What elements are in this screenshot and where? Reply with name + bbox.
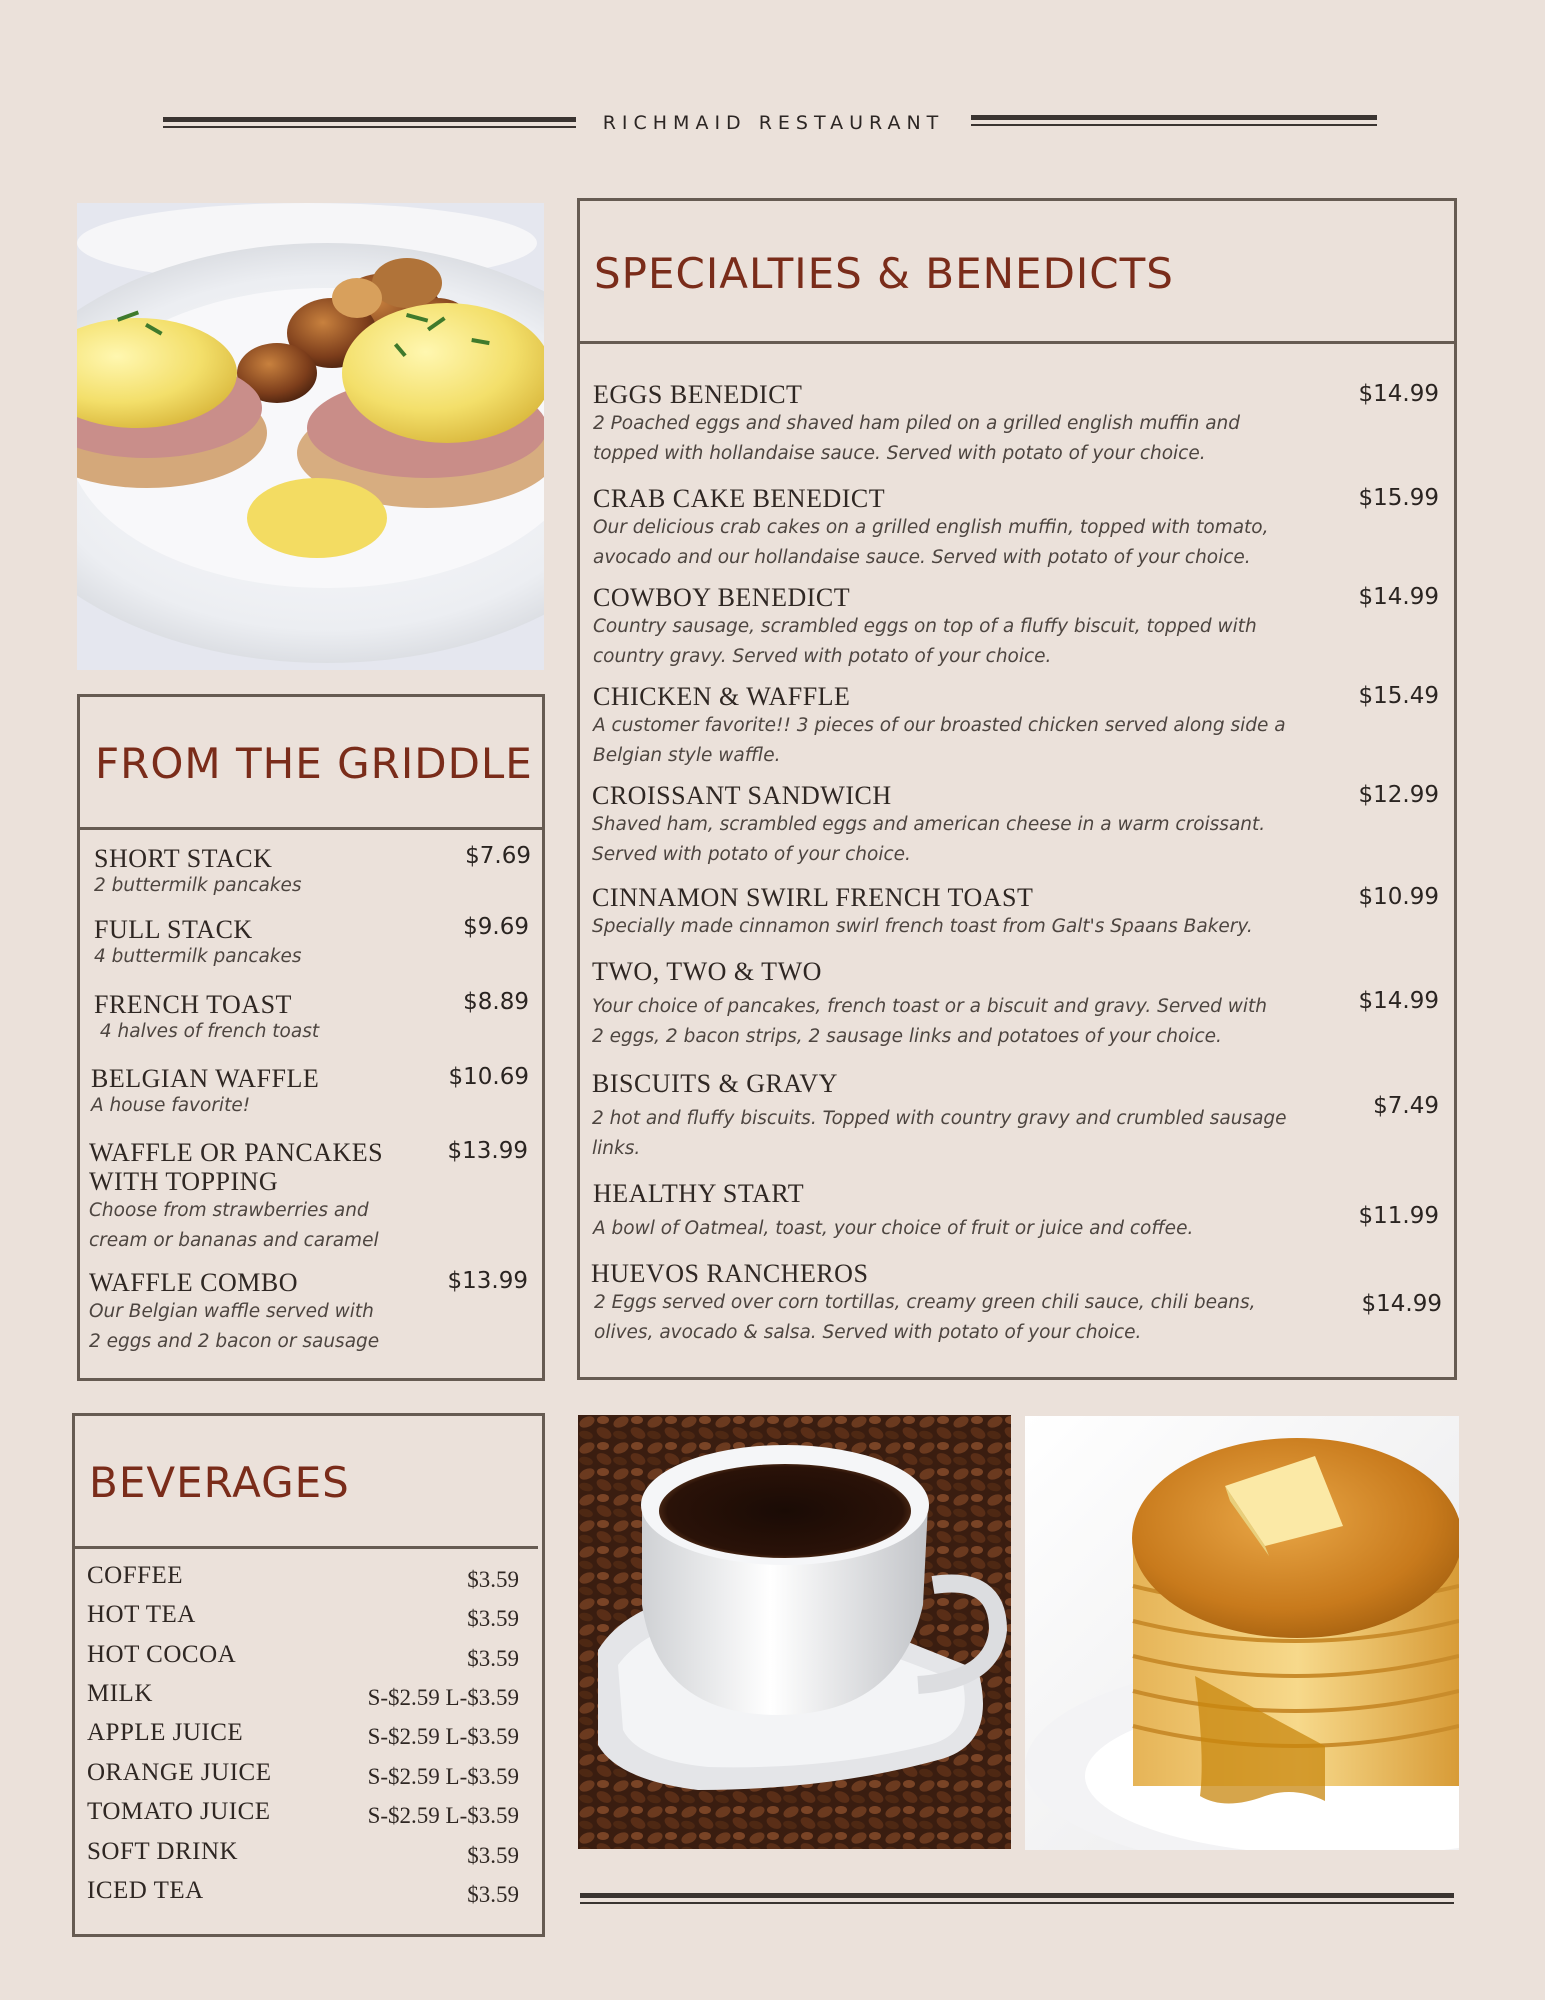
item-desc: 4 halves of french toast <box>94 1021 320 1042</box>
section-divider <box>80 827 542 830</box>
beverage-row <box>87 1759 519 1797</box>
beverage-name: ORANGE JUICE <box>87 1759 272 1786</box>
pancake-stack-photo <box>1025 1416 1459 1850</box>
item-name: EGGS BENEDICT <box>593 380 803 409</box>
item-desc: Specially made cinnamon swirl french toast from Galt's Spaans Bakery. <box>592 916 1253 937</box>
beverage-name: HOT COCOA <box>87 1641 237 1668</box>
item-desc: 2 hot and fluffy biscuits. Topped with country gravy and crumbled sausage <box>592 1108 1287 1129</box>
item-name: FULL STACK <box>94 915 253 944</box>
section-divider <box>75 1546 538 1549</box>
specialties-title: SPECIALTIES & BENEDICTS <box>594 249 1174 298</box>
item-desc: A bowl of Oatmeal, toast, your choice of fruit or juice and coffee. <box>593 1218 1194 1239</box>
beverage-name: TOMATO JUICE <box>87 1798 271 1825</box>
item-name: SHORT STACK <box>94 844 273 873</box>
beverage-name: COFFEE <box>87 1562 184 1589</box>
beverage-price: S-$2.59 L-$3.59 <box>367 1803 519 1828</box>
menu-item <box>89 1268 379 1357</box>
beverage-row <box>87 1719 519 1757</box>
item-price: $7.49 <box>1373 1093 1439 1119</box>
item-name: CHICKEN & WAFFLE <box>593 682 851 711</box>
beverage-price: $3.59 <box>467 1843 519 1868</box>
item-name: HUEVOS RANCHEROS <box>591 1259 869 1288</box>
item-name: WAFFLE COMBO <box>89 1268 298 1297</box>
header-rule-left <box>163 117 576 128</box>
beverage-price: S-$2.59 L-$3.59 <box>367 1724 519 1749</box>
beverage-price: S-$2.59 L-$3.59 <box>367 1764 519 1789</box>
beverage-row <box>87 1641 519 1679</box>
menu-item <box>89 1138 383 1256</box>
beverage-row <box>87 1601 519 1639</box>
item-desc: 2 buttermilk pancakes <box>94 875 302 896</box>
item-price: $14.99 <box>1358 381 1439 407</box>
item-desc: Choose from strawberries and <box>89 1200 369 1221</box>
menu-item <box>592 883 1253 942</box>
item-name: BELGIAN WAFFLE <box>91 1064 320 1093</box>
item-price: $8.89 <box>463 989 529 1015</box>
item-desc: cream or bananas and caramel <box>89 1230 379 1251</box>
restaurant-name: RICHMAID RESTAURANT <box>602 112 945 134</box>
item-desc: country gravy. Served with potato of your choice. <box>593 646 1052 667</box>
menu-item <box>94 915 302 970</box>
item-name: CRAB CAKE BENEDICT <box>593 484 886 513</box>
beverages-title: BEVERAGES <box>89 1458 350 1507</box>
item-name: COWBOY BENEDICT <box>593 583 851 612</box>
specialties-section <box>577 198 1457 1380</box>
menu-item <box>94 844 302 899</box>
item-desc: A customer favorite!! 3 pieces of our broasted chicken served along side a <box>593 715 1286 736</box>
menu-item <box>593 682 1286 771</box>
menu-item <box>591 1259 1256 1348</box>
beverage-price: $3.59 <box>467 1567 519 1592</box>
item-price: $10.69 <box>448 1064 529 1090</box>
beverage-row <box>87 1877 519 1915</box>
item-desc: Our Belgian waffle served with <box>89 1301 374 1322</box>
item-price: $14.99 <box>1358 584 1439 610</box>
menu-item <box>592 957 1267 1052</box>
item-price: $9.69 <box>463 914 529 940</box>
menu-item <box>593 484 1269 573</box>
menu-item <box>593 380 1240 469</box>
item-desc: 4 buttermilk pancakes <box>94 946 302 967</box>
item-price: $7.69 <box>465 843 531 869</box>
item-price: $15.49 <box>1358 683 1439 709</box>
item-desc: Your choice of pancakes, french toast or a biscuit and gravy. Served with <box>592 996 1268 1017</box>
beverage-price: $3.59 <box>467 1882 519 1907</box>
item-desc: topped with hollandaise sauce. Served with potato of your choice. <box>593 443 1206 464</box>
section-divider <box>580 341 1454 344</box>
item-name: WAFFLE OR PANCAKES <box>89 1138 384 1167</box>
beverage-name: SOFT DRINK <box>87 1838 239 1865</box>
item-name: FRENCH TOAST <box>94 990 292 1019</box>
item-name: TWO, TWO & TWO <box>592 957 822 986</box>
beverage-row <box>87 1798 519 1836</box>
item-price: $12.99 <box>1358 782 1439 808</box>
item-desc: Served with potato of your choice. <box>592 844 911 865</box>
beverage-price: $3.59 <box>467 1646 519 1671</box>
menu-item <box>593 1179 1193 1244</box>
item-name: CINNAMON SWIRL FRENCH TOAST <box>592 883 1034 912</box>
item-desc: Country sausage, scrambled eggs on top of a fluffy biscuit, topped with <box>593 616 1257 637</box>
coffee-cup-photo <box>578 1415 1011 1849</box>
griddle-section <box>77 694 545 1381</box>
menu-item <box>593 583 1257 672</box>
item-desc: 2 eggs, 2 bacon strips, 2 sausage links and potatoes of your choice. <box>592 1026 1222 1047</box>
beverage-row <box>87 1680 519 1718</box>
beverage-price: S-$2.59 L-$3.59 <box>367 1685 519 1710</box>
item-price: $10.99 <box>1358 884 1439 910</box>
item-price: $15.99 <box>1358 485 1439 511</box>
item-desc: 2 Eggs served over corn tortillas, creamy green chili sauce, chili beans, <box>594 1292 1256 1313</box>
item-price: $14.99 <box>1358 988 1439 1014</box>
item-desc: olives, avocado & salsa. Served with potato of your choice. <box>594 1322 1142 1343</box>
item-desc: links. <box>592 1138 641 1159</box>
item-price: $13.99 <box>447 1138 528 1164</box>
item-desc: avocado and our hollandaise sauce. Served with potato of your choice. <box>593 547 1251 568</box>
item-name: BISCUITS & GRAVY <box>592 1069 838 1098</box>
beverage-price: $3.59 <box>467 1606 519 1631</box>
beverage-name: APPLE JUICE <box>87 1719 244 1746</box>
item-name: WITH TOPPING <box>89 1167 279 1196</box>
item-price: $13.99 <box>447 1268 528 1294</box>
griddle-title: FROM THE GRIDDLE <box>95 739 533 788</box>
menu-item <box>94 990 319 1045</box>
item-name: HEALTHY START <box>593 1179 805 1208</box>
eggs-benedict-photo <box>77 203 544 670</box>
item-desc: Belgian style waffle. <box>593 745 781 766</box>
item-name: CROISSANT SANDWICH <box>592 781 892 810</box>
menu-item <box>592 781 1265 870</box>
item-price: $14.99 <box>1361 1291 1442 1317</box>
item-desc: 2 Poached eggs and shaved ham piled on a grilled english muffin and <box>593 413 1241 434</box>
header-rule-right <box>971 115 1377 126</box>
menu-item <box>91 1064 319 1119</box>
beverage-name: ICED TEA <box>87 1877 204 1904</box>
item-price: $11.99 <box>1358 1203 1439 1229</box>
beverage-name: HOT TEA <box>87 1601 196 1628</box>
item-desc: Shaved ham, scrambled eggs and american cheese in a warm croissant. <box>592 814 1266 835</box>
beverage-row <box>87 1562 519 1600</box>
item-desc: Our delicious crab cakes on a grilled english muffin, topped with tomato, <box>593 517 1269 538</box>
item-desc: 2 eggs and 2 bacon or sausage <box>89 1331 380 1352</box>
menu-item <box>592 1069 1287 1164</box>
item-desc: A house favorite! <box>91 1095 251 1116</box>
beverages-section <box>72 1413 545 1937</box>
footer-rule <box>580 1893 1454 1904</box>
beverage-name: MILK <box>87 1680 153 1707</box>
beverage-row <box>87 1838 519 1876</box>
